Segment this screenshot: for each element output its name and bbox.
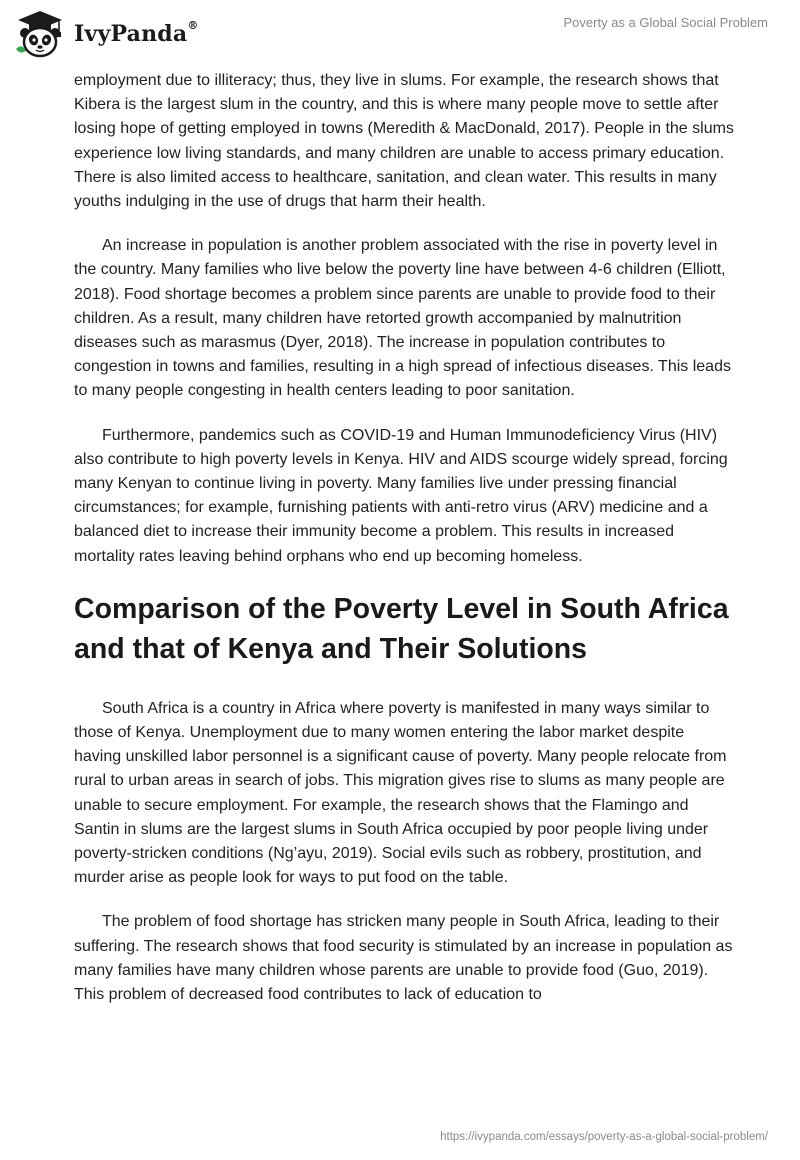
paragraph: Furthermore, pandemics such as COVID-19 and Human Immunodeficiency Virus (HIV) also contribute to high poverty levels in Kenya. HIV and AIDS scourge widely spread, forcing many Kenyan to continue living in poverty. Many families live under pressing financial circumstances; for example, furnishing patients with anti-retro virus (ARV) medicine and a balanced diet to increase their immunity become a problem. This results in increased mortality rates leaving behind orphans who end up becoming homeless.: [74, 426, 728, 565]
panda-graduate-icon: [14, 9, 66, 59]
page-header: [0, 0, 800, 70]
document-title: Poverty as a Global Social Problem: [563, 15, 768, 30]
trademark-symbol: ®: [187, 19, 199, 32]
brand-name: IvyPanda®: [74, 19, 199, 47]
paragraph: The problem of food shortage has stricken many people in South Africa, leading to their suffering. The research shows that food security is stimulated by an increase in population as many families have many children whose parents are unable to provide food (Guo, 2019). This problem of decreased food contributes to lack of education to: [74, 913, 733, 1004]
brand-logo[interactable]: [14, 8, 210, 60]
paragraph-continued: employment due to illiteracy; thus, they live in slums. For example, the research shows that Kibera is the largest slum in the country, and this is where many people move to settle after losing hope of getting employed in towns (Meredith & MacDonald, 2017). People in the slums experience low living standards, and many children are unable to access primary education. There is also limited access to healthcare, sanitation, and clean water. This results in many youths indulging in the use of drugs that harm their health.: [74, 72, 734, 211]
section-heading: Comparison of the Poverty Level in South Africa and that of Kenya and Their Solutions: [74, 592, 729, 665]
paragraph: An increase in population is another problem associated with the rise in poverty level in the country. Many families who live below the poverty line have between 4-6 children (Elliott, 2018). Food shortage becomes a problem since parents are unable to provide food to their children. As a result, many children have retorted growth accompanied by malnutrition diseases such as marasmus (Dyer, 2018). The increase in population contributes to congestion in towns and families, resulting in a high spread of infectious diseases. This leads to many people congesting in health centers leading to poor sanitation.: [74, 237, 731, 400]
essay-body: [74, 69, 734, 1027]
paragraph: South Africa is a country in Africa where poverty is manifested in many ways similar to those of Kenya. Unemployment due to many women entering the labor market despite having unskilled labor personnel is a significant cause of poverty. Many people relocate from rural to urban areas in search of jobs. This migration gives rise to slums as many people are unable to secure employment. For example, the research shows that the Flamingo and Santin in slums are the largest slums in South Africa occupied by poor people living under poverty-stricken conditions (Ng’ayu, 2019). Social evils such as robbery, prostitution, and murder arise as people look for ways to put food on the table.: [74, 699, 727, 887]
source-url[interactable]: https://ivypanda.com/essays/poverty-as-a-global-social-problem/: [440, 1131, 768, 1143]
